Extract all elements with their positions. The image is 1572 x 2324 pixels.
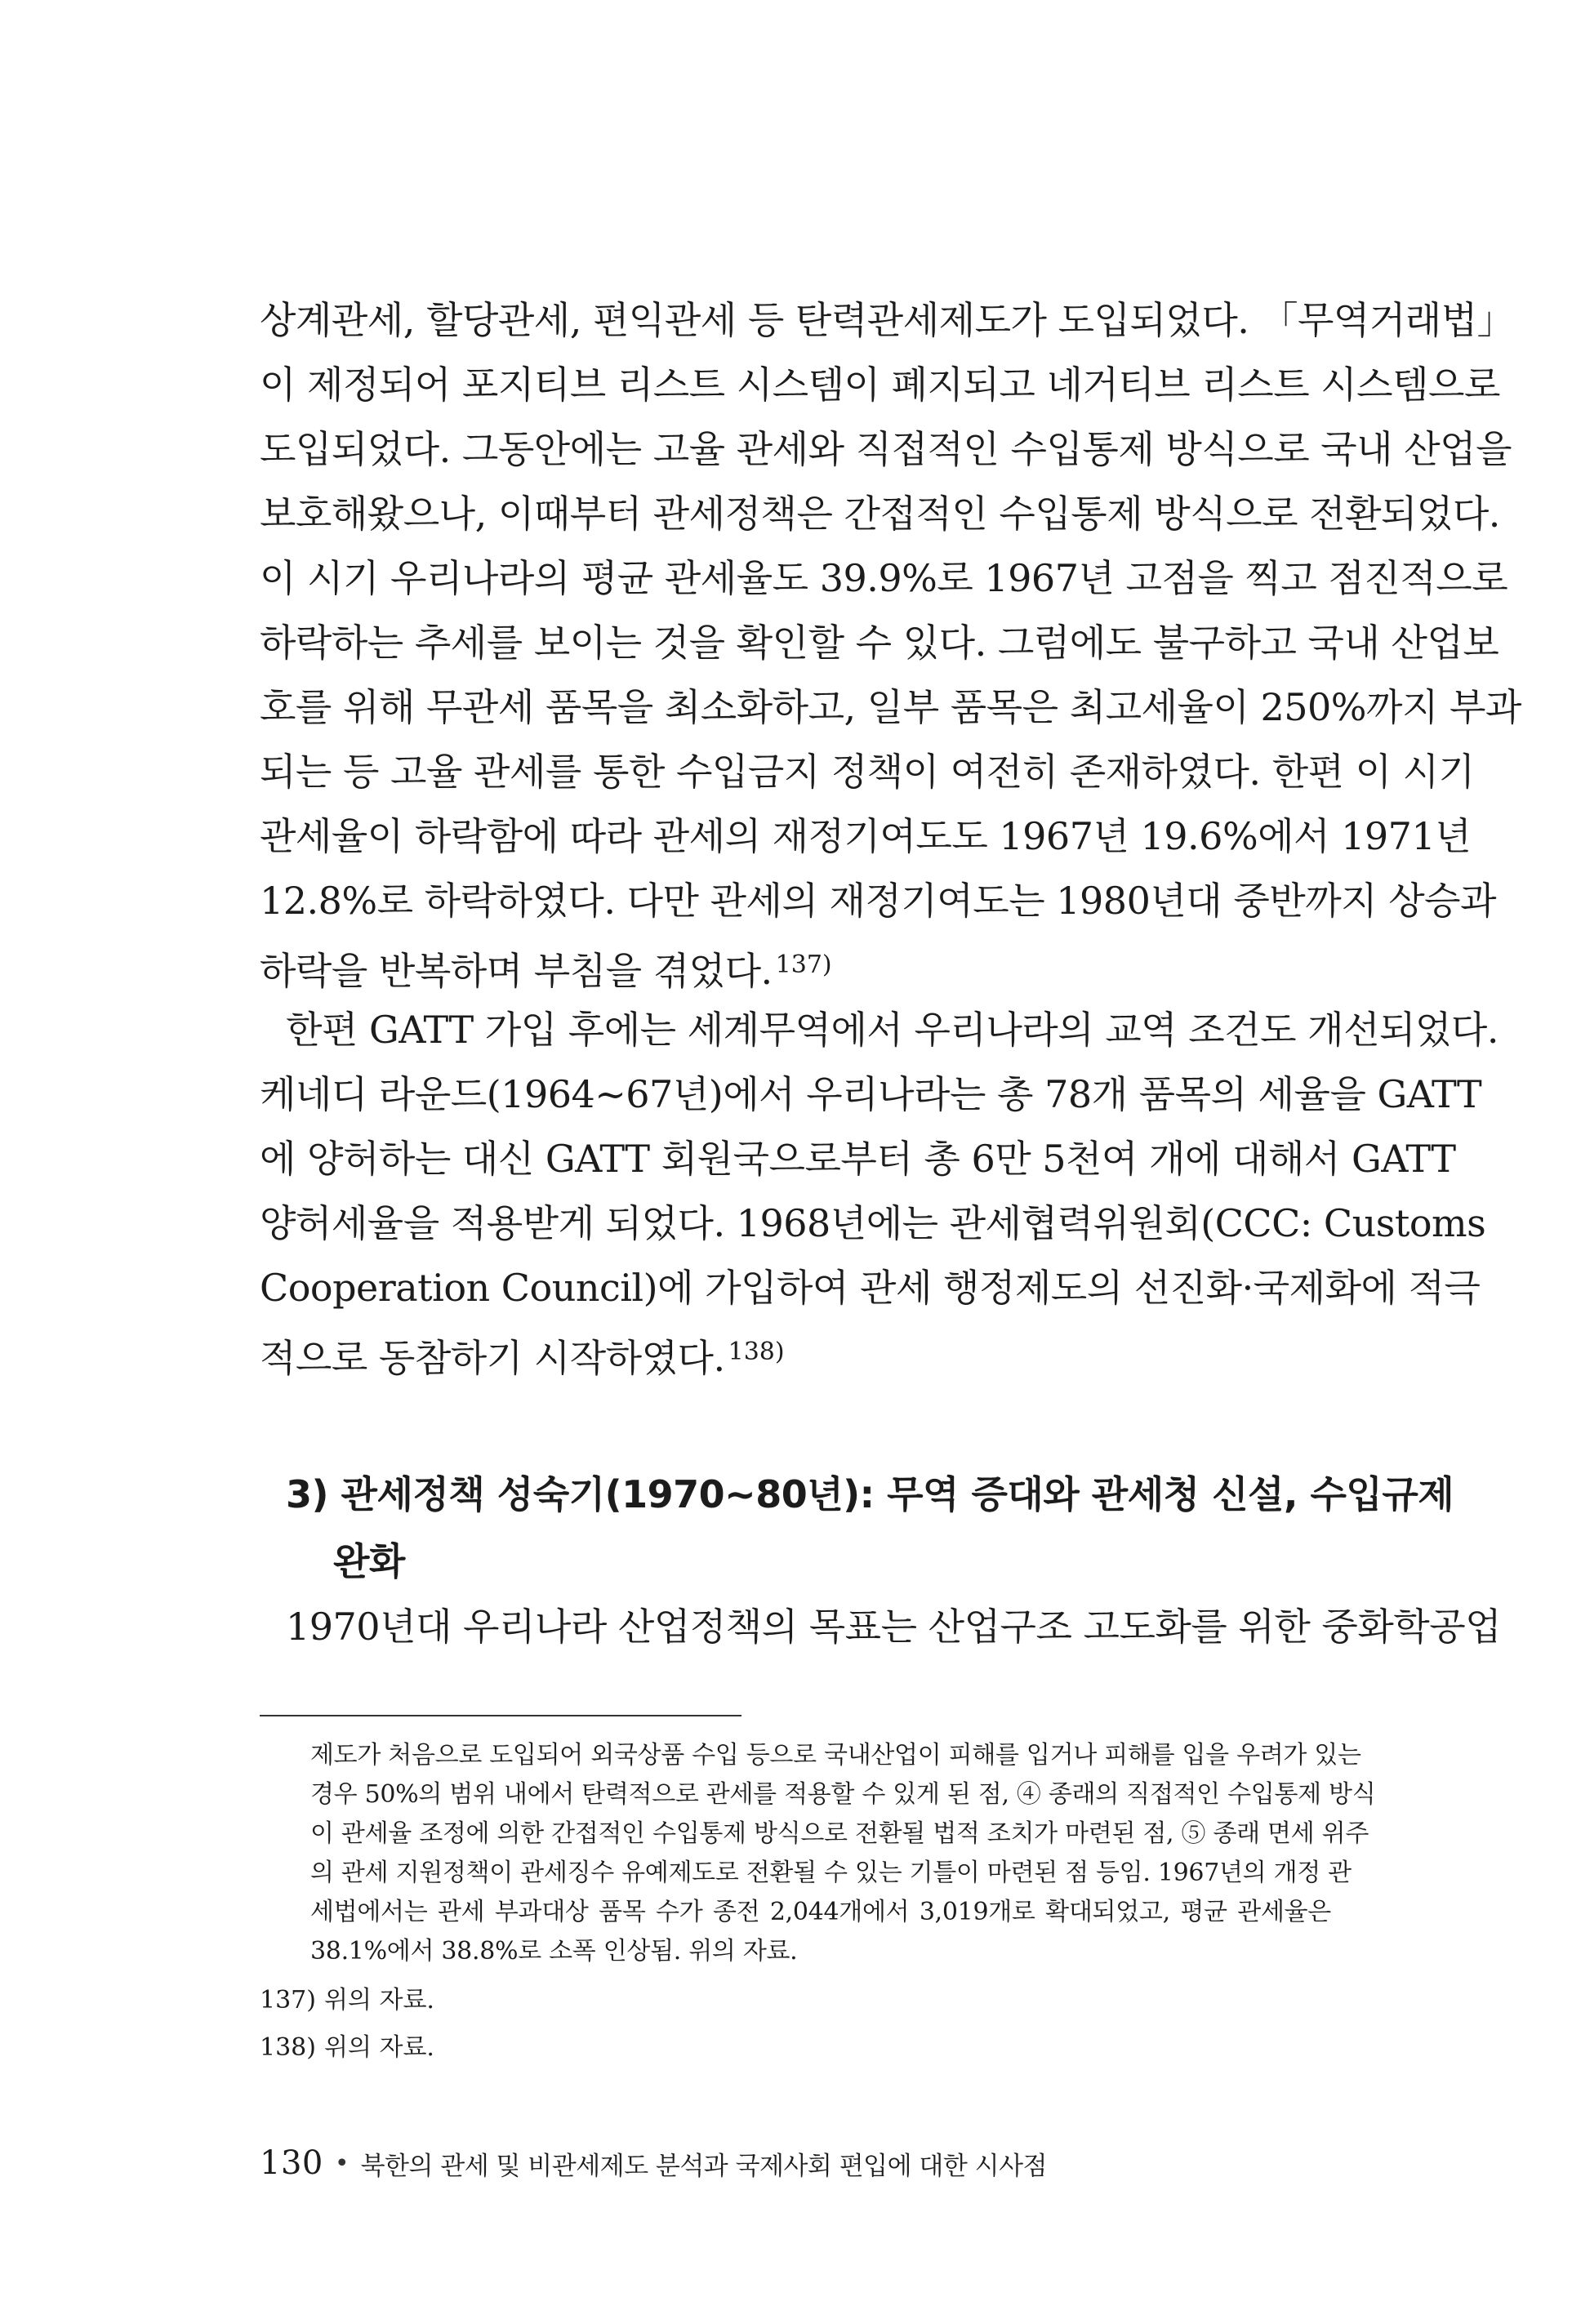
text-line: 관세율이 하락함에 따라 관세의 재정기여도도 1967년 19.6%에서 1971년 <box>260 814 1472 858</box>
text-line: 1970년대 우리나라 산업정책의 목표는 산업구조 고도화를 위한 중화학공업 <box>286 1605 1502 1649</box>
running-title: 북한의 관세 및 비관세제도 분석과 국제사회 편입에 대한 시사점 <box>360 2151 1047 2181</box>
footer-separator: • <box>334 2148 350 2178</box>
footnote-ref-137[interactable]: 137) <box>775 951 832 979</box>
footnote-line: 세법에서는 관세 부과대상 품목 수가 종전 2,044개에서 3,019개로 확대되었고, 평균 관세율은 <box>310 1898 1331 1926</box>
heading-line-2: 완화 <box>333 1539 405 1583</box>
footnote-137 <box>260 1984 434 2017</box>
text-line: 도입되었다. 그동안에는 고율 관세와 직접적인 수입통제 방식으로 국내 산업을 <box>260 427 1512 471</box>
text-line: 호를 위해 무관세 품목을 최소화하고, 일부 품목은 최고세율이 250%까지 부과 <box>260 685 1521 729</box>
footnote-text: 위의 자료. <box>323 2033 434 2062</box>
page-number: 130 <box>260 2144 323 2182</box>
text-line: 하락하는 추세를 보이는 것을 확인할 수 있다. 그럼에도 불구하고 국내 산업보 <box>260 621 1499 665</box>
text-line: 상계관세, 할당관세, 편익관세 등 탄력관세제도가 도입되었다. 「무역거래법」 <box>260 298 1515 342</box>
footnote-number: 138) <box>260 2033 316 2062</box>
footnote-ref-138[interactable]: 138) <box>728 1338 785 1366</box>
footnote-number: 137) <box>260 1986 316 2015</box>
footnote-line: 경우 50%의 범위 내에서 탄력적으로 관세를 적용할 수 있게 된 점, ④ 종래의 직접적인 수입통제 방식 <box>310 1780 1376 1809</box>
text-line: 에 양허하는 대신 GATT 회원국으로부터 총 6만 5천여 개에 대해서 GATT <box>260 1137 1456 1181</box>
text-line: 적으로 동참하기 시작하였다. $^{138)}$ <box>260 1336 785 1380</box>
text-line: 하락을 반복하며 부침을 겪었다. $^{137)}$ <box>260 949 832 993</box>
footnote-text: 위의 자료. <box>323 1986 434 2015</box>
text-line: 되는 등 고율 관세를 통한 수입금지 정책이 여전히 존재하였다. 한편 이 시기 <box>260 750 1475 794</box>
text-line: 이 제정되어 포지티브 리스트 시스템이 폐지되고 네거티브 리스트 시스템으로 <box>260 363 1500 407</box>
footnote-line: 38.1%에서 38.8%로 소폭 인상됨. 위의 자료. <box>310 1937 798 1966</box>
text-line: 보호해왔으나, 이때부터 관세정책은 간접적인 수입통제 방식으로 전환되었다. <box>260 492 1500 536</box>
text-line: 한편 GATT 가입 후에는 세계무역에서 우리나라의 교역 조건도 개선되었다. <box>286 1008 1499 1052</box>
footnote-138 <box>260 2032 434 2064</box>
footnote-divider <box>260 1715 741 1716</box>
footnote-line: 제도가 처음으로 도입되어 외국상품 수입 등으로 국내산업이 피해를 입거나 피해를 입을 우려가 있는 <box>310 1741 1361 1770</box>
text-line: 양허세율을 적용받게 되었다. 1968년에는 관세협력위원회(CCC: Customs <box>260 1201 1486 1245</box>
page-footer <box>260 2143 1047 2184</box>
heading-line-1: 3) 관세정책 성숙기(1970~80년): 무역 증대와 관세청 신설, 수입규제 <box>286 1472 1454 1516</box>
footnote-line: 이 관세율 조정에 의한 간접적인 수입통제 방식으로 전환될 법적 조치가 마련된 점, ⑤ 종래 면세 위주 <box>310 1819 1369 1848</box>
text-line: Cooperation Council)에 가입하여 관세 행정제도의 선진화·국제화에 적극 <box>260 1266 1481 1310</box>
footnote-line: 의 관세 지원정책이 관세징수 유예제도로 전환될 수 있는 기틀이 마련된 점 등임. 1967년의 개정 관 <box>310 1859 1352 1887</box>
text-line: 이 시기 우리나라의 평균 관세율도 39.9%로 1967년 고점을 찍고 점진적으로 <box>260 556 1508 600</box>
text-line: 케네디 라운드(1964~67년)에서 우리나라는 총 78개 품목의 세율을 GATT <box>260 1072 1482 1116</box>
text-line: 12.8%로 하락하였다. 다만 관세의 재정기여도는 1980년대 중반까지 상승과 <box>260 879 1497 923</box>
